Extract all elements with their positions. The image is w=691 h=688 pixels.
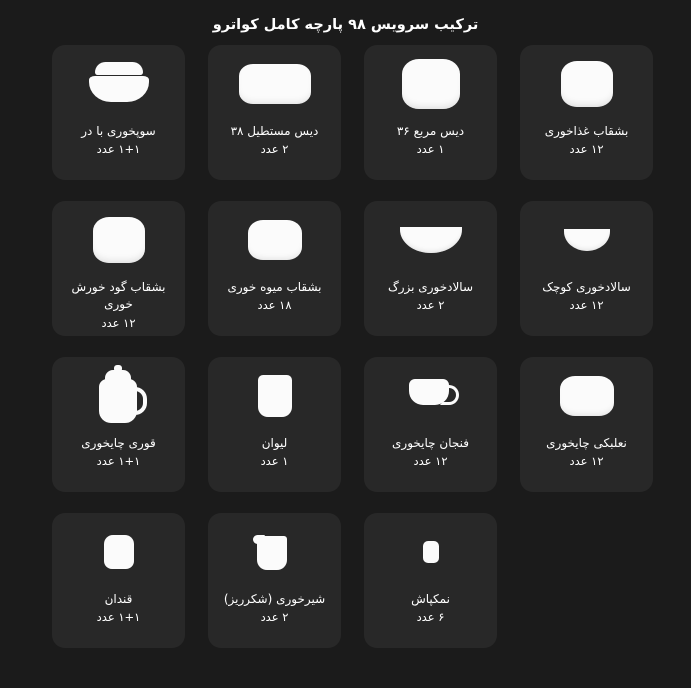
- item-label: قندان: [104, 592, 133, 606]
- item-label: دیس مربع ۳۶: [396, 124, 465, 138]
- item-card[interactable]: [52, 201, 185, 336]
- soup-tureen-icon: [52, 45, 185, 123]
- teapot-icon: [52, 357, 185, 435]
- item-label: فنجان چایخوری: [392, 436, 469, 450]
- square-plate-icon: [520, 45, 653, 123]
- tea-cup-icon: [364, 357, 497, 435]
- item-card[interactable]: [364, 45, 497, 180]
- item-count: ۱۸ عدد: [257, 298, 292, 313]
- page-title: ترکیب سرویس ۹۸ پارچه کامل کواترو: [212, 17, 479, 33]
- mug-icon: [208, 357, 341, 435]
- item-label: بشقاب گود خورش خوری: [71, 280, 166, 312]
- item-label: بشقاب میوه خوری: [227, 280, 322, 294]
- item-card[interactable]: [208, 201, 341, 336]
- empty-slot: [520, 513, 653, 648]
- item-card[interactable]: [520, 201, 653, 336]
- item-label: دیس مستطیل ۳۸: [230, 124, 319, 138]
- item-count: ۱+۱ عدد: [96, 454, 141, 469]
- item-label: نمکپاش: [411, 592, 450, 606]
- item-card[interactable]: [208, 513, 341, 648]
- large-salad-bowl-icon: [364, 201, 497, 279]
- item-label: سوپخوری با در: [81, 124, 156, 138]
- small-salad-bowl-icon: [520, 201, 653, 279]
- item-card[interactable]: [208, 357, 341, 492]
- item-label: سالادخوری کوچک: [542, 280, 631, 294]
- item-label: سالادخوری بزرگ: [388, 280, 474, 294]
- item-count: ۱۲ عدد: [569, 298, 604, 313]
- item-card[interactable]: [364, 201, 497, 336]
- item-card[interactable]: [52, 357, 185, 492]
- item-count: ۱ عدد: [260, 454, 289, 469]
- item-card[interactable]: [364, 357, 497, 492]
- item-card[interactable]: [520, 357, 653, 492]
- item-count: ۱+۱ عدد: [96, 610, 141, 625]
- item-count: ۶ عدد: [416, 610, 445, 625]
- tea-saucer-icon: [520, 357, 653, 435]
- item-count: ۱۲ عدد: [569, 142, 604, 157]
- item-count: ۲ عدد: [416, 298, 445, 313]
- item-count: ۱ عدد: [416, 142, 445, 157]
- item-card[interactable]: [520, 45, 653, 180]
- item-label: نعلبکی چایخوری: [546, 436, 627, 450]
- item-card[interactable]: [364, 513, 497, 648]
- deep-stew-plate-icon: [52, 201, 185, 279]
- square-platter-icon: [364, 45, 497, 123]
- item-label: قوری چایخوری: [81, 436, 156, 450]
- item-count: ۱۲ عدد: [101, 315, 136, 330]
- item-count: ۲ عدد: [260, 142, 289, 157]
- item-label: لیوان: [261, 436, 288, 450]
- item-count: ۱۲ عدد: [413, 454, 448, 469]
- item-count: ۱۲ عدد: [569, 454, 604, 469]
- items-grid: [0, 45, 691, 669]
- sugar-bowl-icon: [52, 513, 185, 591]
- item-label: شیرخوری (شکرریز): [223, 592, 326, 606]
- item-label: بشقاب غذاخوری: [544, 124, 629, 138]
- item-card[interactable]: [52, 45, 185, 180]
- rectangular-platter-icon: [208, 45, 341, 123]
- fruit-plate-icon: [208, 201, 341, 279]
- creamer-icon: [208, 513, 341, 591]
- item-card[interactable]: [208, 45, 341, 180]
- item-count: ۱+۱ عدد: [96, 142, 141, 157]
- salt-shaker-icon: [364, 513, 497, 591]
- item-count: ۲ عدد: [260, 610, 289, 625]
- item-card[interactable]: [52, 513, 185, 648]
